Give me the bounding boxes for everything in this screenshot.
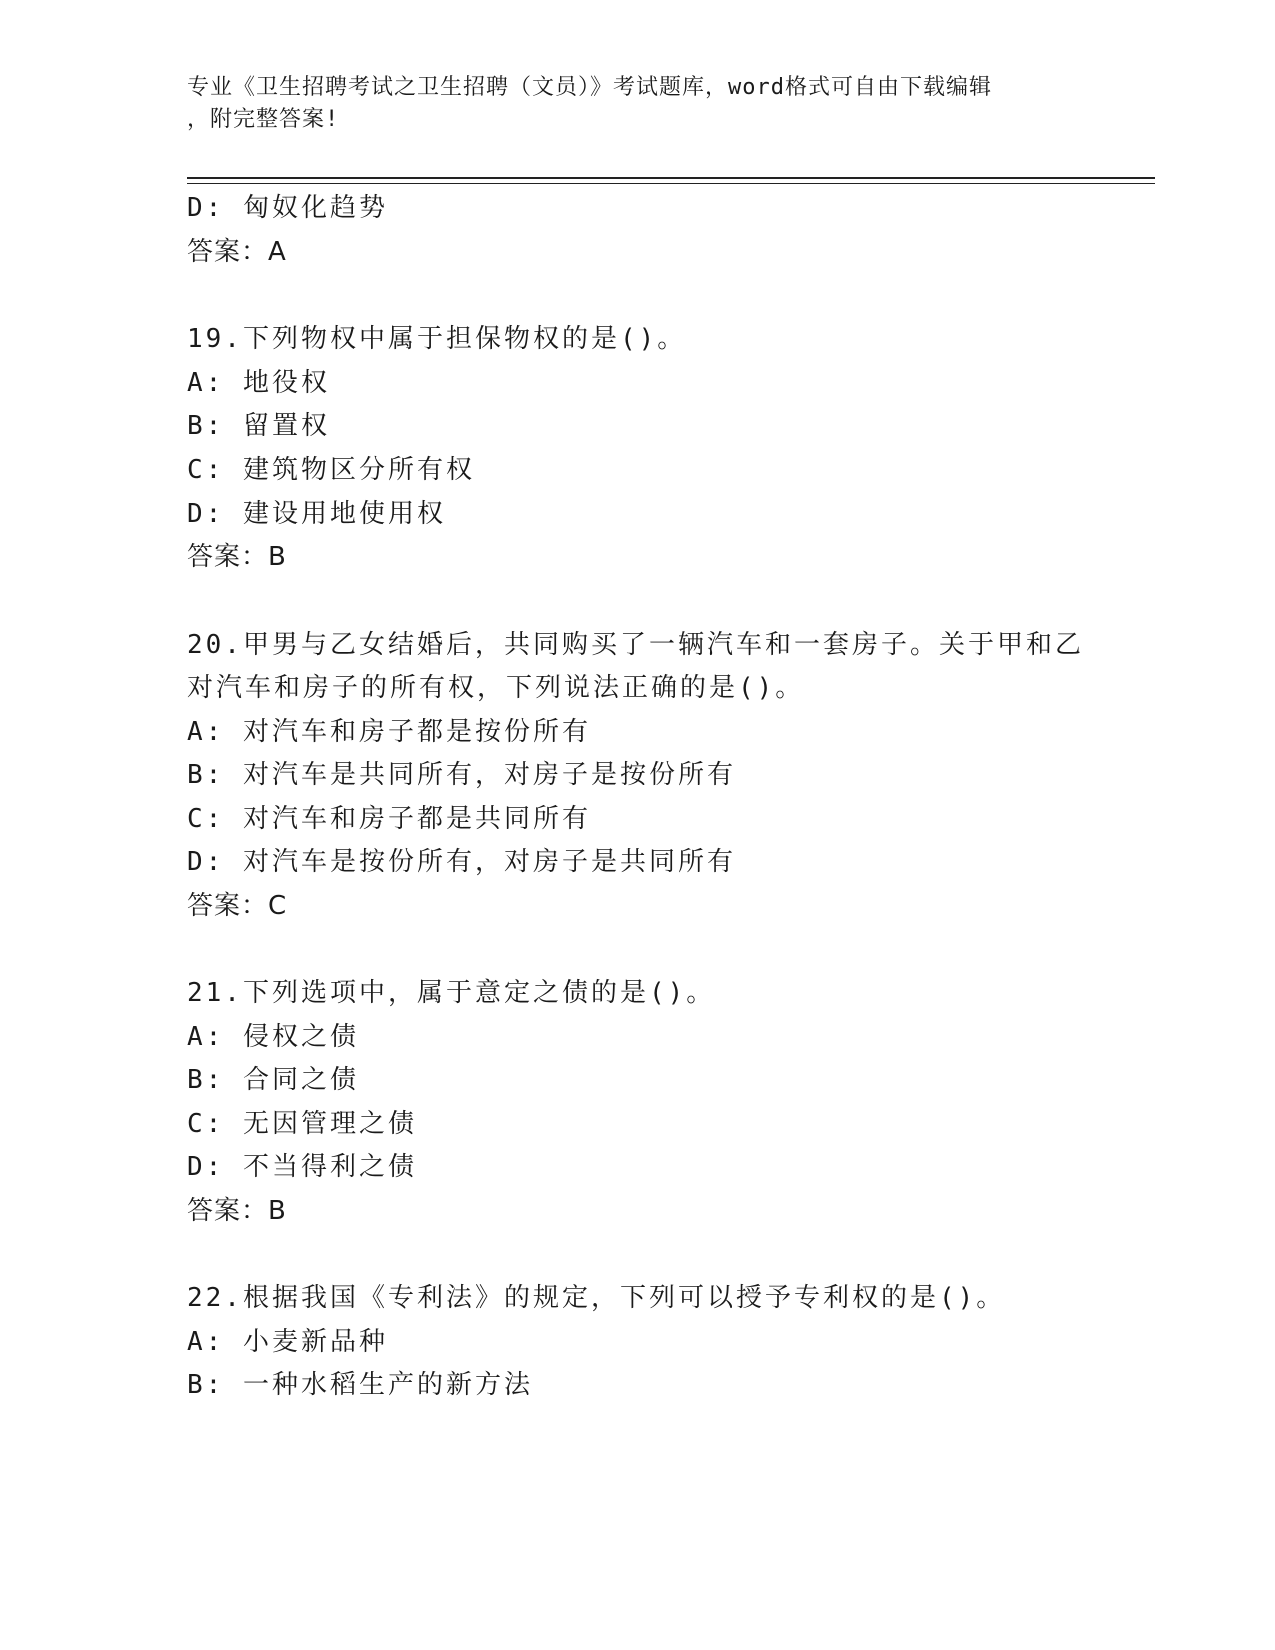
q22-stem: 22.根据我国《专利法》的规定，下列可以授予专利权的是()。	[187, 1283, 1006, 1313]
q21-stem: 21.下列选项中，属于意定之债的是()。	[187, 978, 716, 1008]
q21-answer: 答案：B	[187, 1196, 287, 1226]
q21-option-c: C: 无因管理之债	[187, 1109, 417, 1139]
q20-answer: 答案：C	[187, 891, 288, 921]
q20-stem-line-1: 20.甲男与乙女结婚后，共同购买了一辆汽车和一套房子。关于甲和乙	[187, 630, 1084, 660]
q19-option-a: A: 地役权	[187, 368, 330, 398]
q20-option-c: C: 对汽车和房子都是共同所有	[187, 804, 591, 834]
prev-answer: 答案：A	[187, 237, 287, 267]
header-divider-thick	[187, 177, 1155, 179]
header-line-1: 专业《卫生招聘考试之卫生招聘（文员）》考试题库，word格式可自由下载编辑	[187, 75, 992, 100]
q19-option-c: C: 建筑物区分所有权	[187, 455, 475, 485]
prev-option-d: D: 匈奴化趋势	[187, 193, 388, 223]
document-header	[187, 72, 1087, 136]
q21-option-d: D: 不当得利之债	[187, 1152, 417, 1182]
q19-option-d: D: 建设用地使用权	[187, 499, 446, 529]
q19-answer: 答案：B	[187, 542, 287, 572]
q20-option-a: A: 对汽车和房子都是按份所有	[187, 717, 591, 747]
header-divider-thin	[187, 183, 1155, 184]
header-line-2: ，附完整答案!	[187, 107, 340, 132]
q22-option-b: B: 一种水稻生产的新方法	[187, 1370, 533, 1400]
q20-option-b: B: 对汽车是共同所有，对房子是按份所有	[187, 760, 736, 790]
q19-stem: 19.下列物权中属于担保物权的是()。	[187, 324, 687, 354]
q19-option-b: B: 留置权	[187, 411, 330, 441]
q20-stem-line-2: 对汽车和房子的所有权，下列说法正确的是()。	[187, 673, 805, 703]
q21-option-a: A: 侵权之债	[187, 1022, 359, 1052]
q20-option-d: D: 对汽车是按份所有，对房子是共同所有	[187, 847, 736, 877]
q22-option-a: A: 小麦新品种	[187, 1327, 388, 1357]
q21-option-b: B: 合同之债	[187, 1065, 359, 1095]
